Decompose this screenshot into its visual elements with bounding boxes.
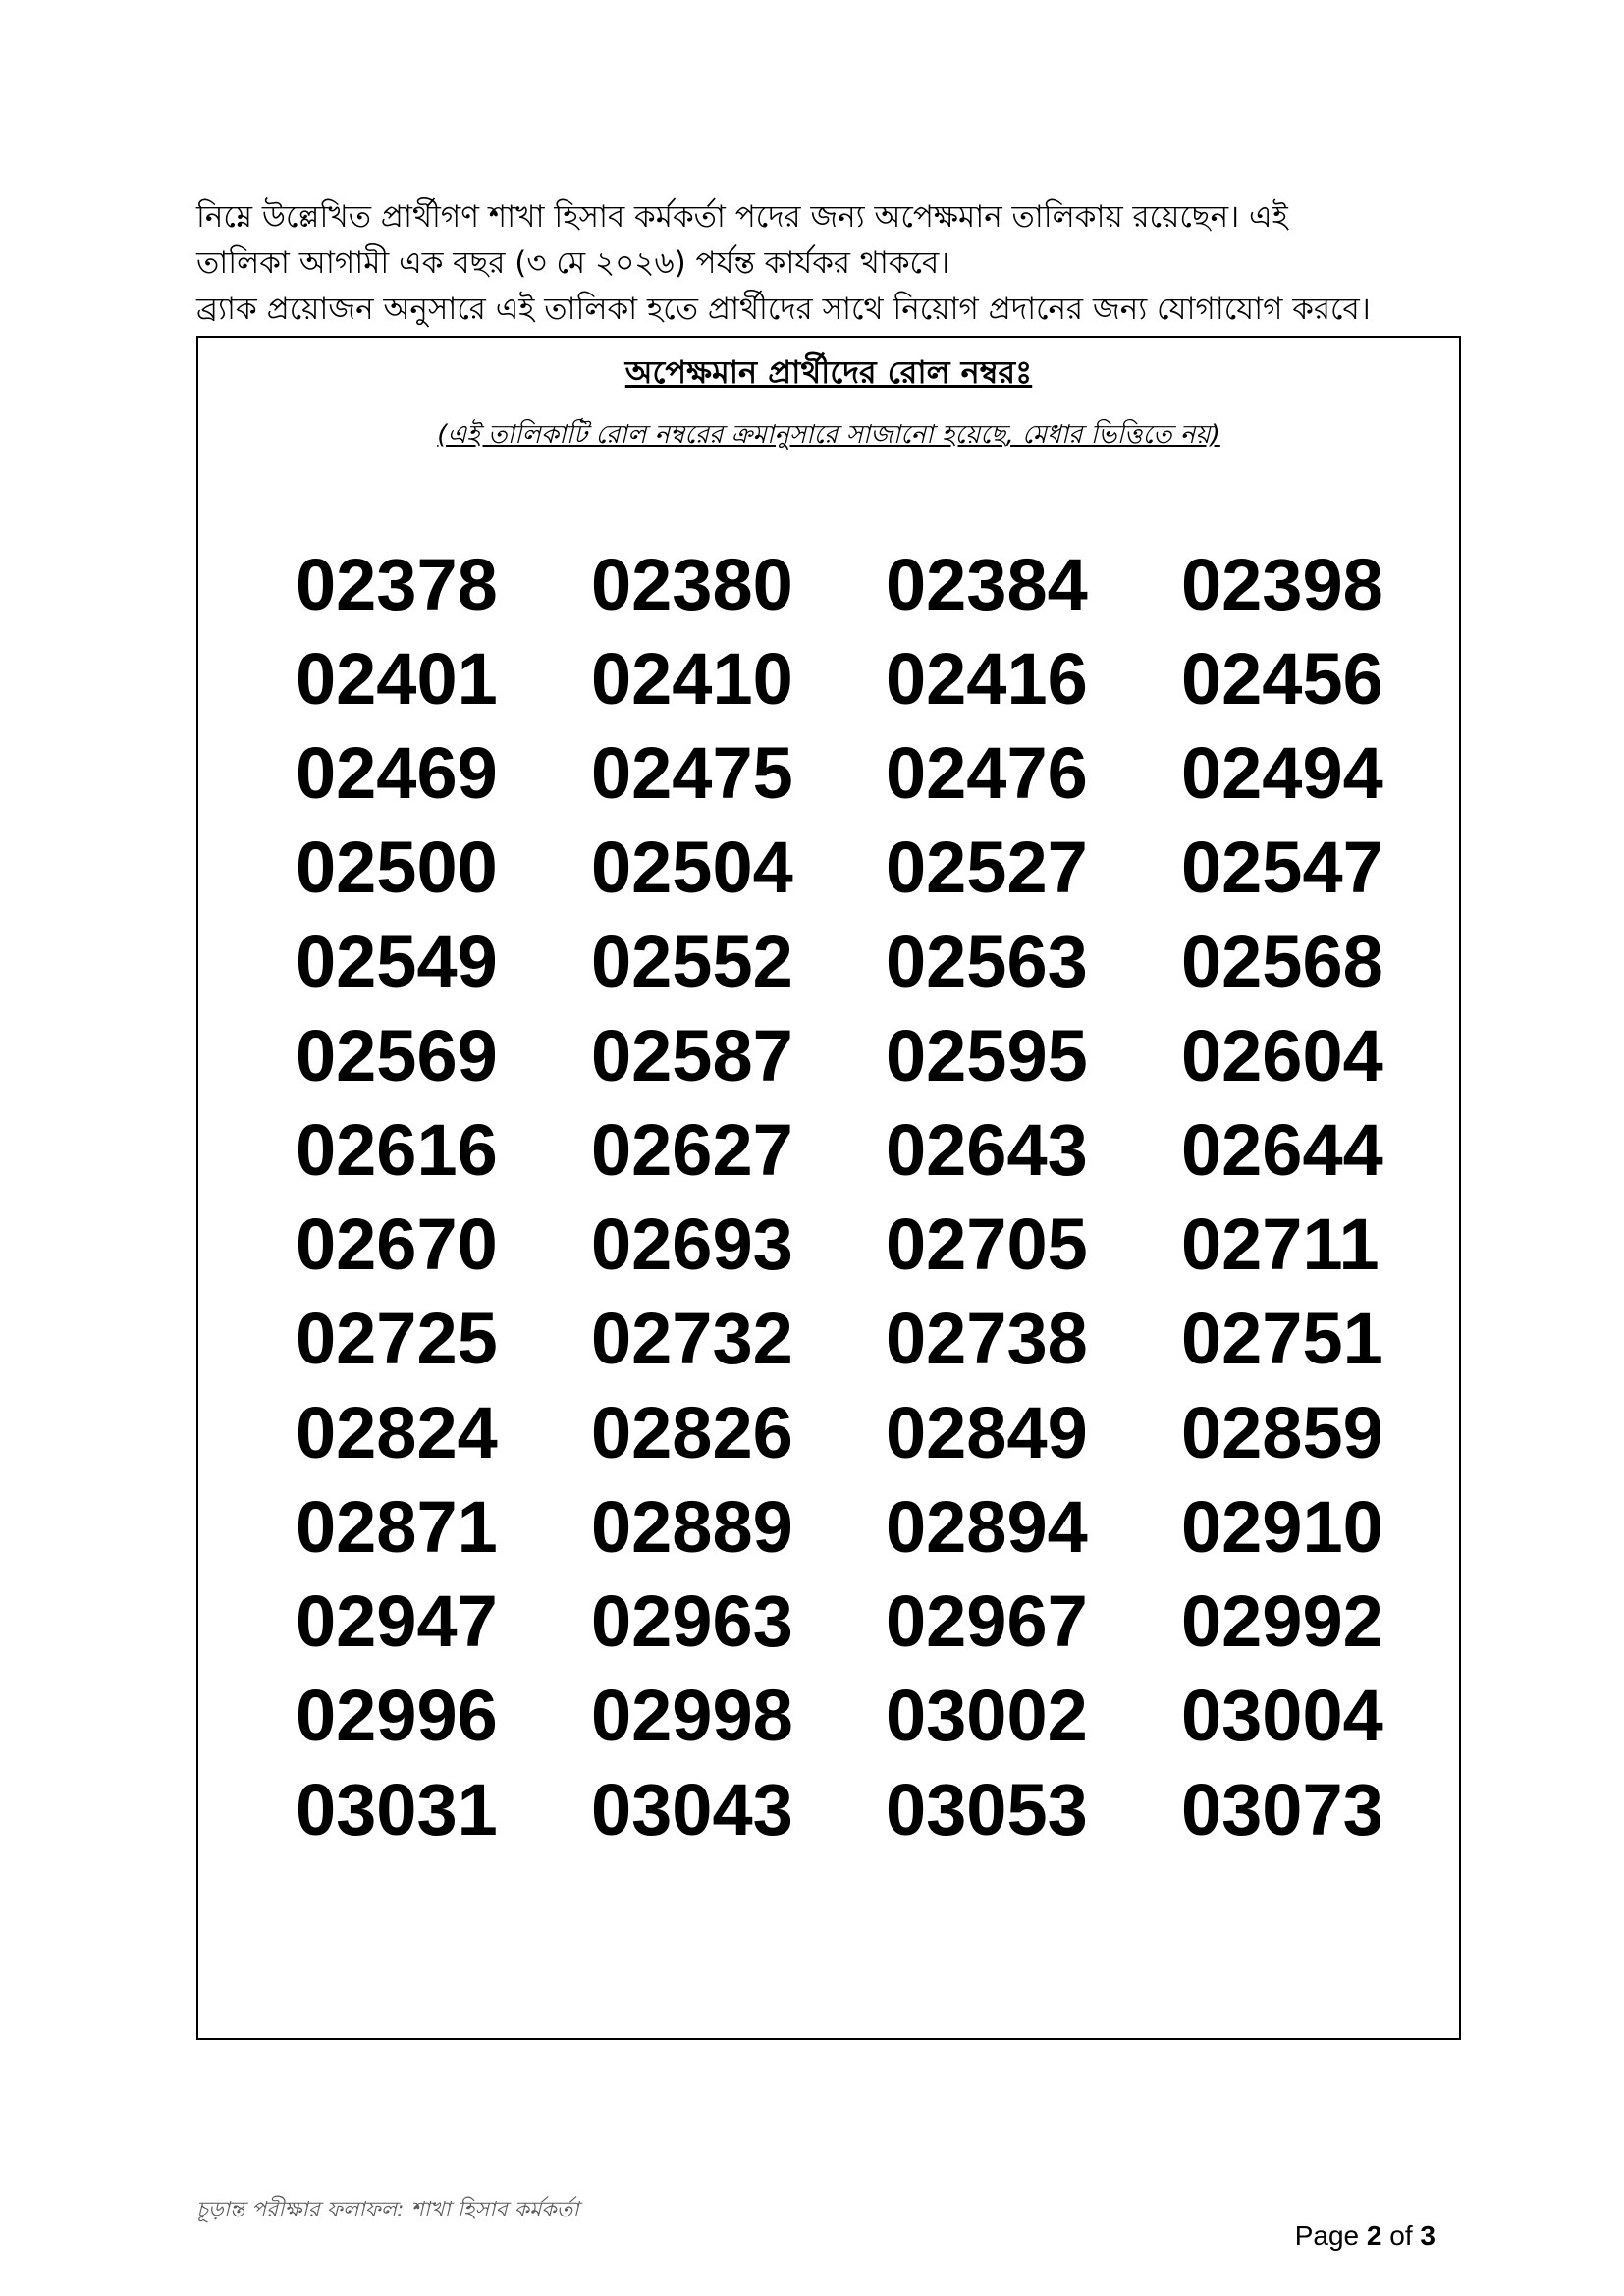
roll-row [198,1386,1459,1480]
roll-number: 02998 [591,1675,793,1756]
roll-number: 02826 [591,1392,793,1473]
roll-number: 02824 [296,1392,498,1473]
roll-row [198,726,1459,821]
roll-number: 02992 [1181,1580,1383,1662]
roll-number: 02711 [1181,1203,1380,1285]
roll-number: 02500 [296,827,498,908]
roll-number: 02549 [296,921,498,1002]
roll-number: 02751 [1181,1298,1383,1379]
roll-number: 02552 [591,921,793,1002]
intro-paragraph [196,194,1437,333]
roll-number: 02627 [591,1109,793,1191]
roll-number: 02456 [1181,638,1383,720]
page-of: of [1389,2220,1413,2251]
roll-number: 02693 [591,1203,793,1285]
roll-number: 02378 [296,544,498,625]
roll-number: 03031 [296,1769,498,1850]
page-total: 3 [1420,2220,1435,2251]
roll-number: 02504 [591,827,793,908]
page-current: 2 [1366,2220,1382,2251]
roll-number: 03002 [886,1675,1088,1756]
roll-number: 02416 [886,638,1088,720]
roll-number: 03043 [591,1769,793,1850]
roll-row [198,1480,1459,1575]
roll-number: 02494 [1181,732,1383,814]
roll-number: 02859 [1181,1392,1383,1473]
roll-number: 03073 [1181,1769,1383,1850]
roll-number: 02469 [296,732,498,814]
roll-row [198,821,1459,915]
waiting-list-box [196,336,1461,2040]
roll-number: 02410 [591,638,793,720]
roll-number: 02569 [296,1015,498,1096]
intro-line-1: নিম্নে উল্লেখিত প্রার্থীগণ শাখা হিসাব কর্মকর্তা পদের জন্য অপেক্ষমান তালিকায় রয়েছেন। এই [196,199,1288,235]
roll-number: 02595 [886,1015,1088,1096]
roll-row [198,538,1459,632]
roll-number: 02849 [886,1392,1088,1473]
roll-number: 02670 [296,1203,498,1285]
roll-number: 02587 [591,1015,793,1096]
roll-number: 02732 [591,1298,793,1379]
roll-row [198,1292,1459,1386]
roll-number: 02616 [296,1109,498,1191]
roll-number: 02568 [1181,921,1383,1002]
roll-number: 02910 [1181,1486,1383,1568]
roll-row [198,915,1459,1009]
roll-number: 02475 [591,732,793,814]
roll-row [198,1103,1459,1198]
roll-number: 02963 [591,1580,793,1662]
roll-number-grid [198,538,1459,1857]
roll-number: 02705 [886,1203,1088,1285]
page-label: Page [1294,2220,1360,2251]
roll-number: 02725 [296,1298,498,1379]
roll-number: 02644 [1181,1109,1383,1191]
roll-row [198,632,1459,726]
roll-row [198,1669,1459,1763]
roll-row [198,1009,1459,1103]
roll-number: 02563 [886,921,1088,1002]
roll-number: 02384 [886,544,1088,625]
roll-number: 02889 [591,1486,793,1568]
roll-row [198,1198,1459,1292]
intro-line-3: ব্র্যাক প্রয়োজন অনুসারে এই তালিকা হতে প্রার্থীদের সাথে নিয়োগ প্রদানের জন্য যোগাযোগ করবে। [196,292,1371,327]
roll-number: 02738 [886,1298,1088,1379]
roll-number: 02401 [296,638,498,720]
roll-number: 02871 [296,1486,498,1568]
roll-number: 02996 [296,1675,498,1756]
waiting-list-heading: অপেক্ষমান প্রার্থীদের রোল নম্বরঃ [624,353,1033,391]
roll-number: 02398 [1181,544,1383,625]
roll-number: 02380 [591,544,793,625]
roll-row [198,1763,1459,1857]
roll-row [198,1575,1459,1669]
roll-number: 02547 [1181,827,1383,908]
footer-document-title: চূড়ান্ত পরীক্ষার ফলাফল: শাখা হিসাব কর্মকর্তা [196,2198,579,2222]
roll-number: 02967 [886,1580,1088,1662]
waiting-list-note: (এই তালিকাটি রোল নম্বরের ক্রমানুসারে সাজানো হয়েছে, মেধার ভিত্তিতে নয়) [437,420,1220,450]
roll-number: 02604 [1181,1015,1383,1096]
roll-number: 02476 [886,732,1088,814]
roll-number: 02527 [886,827,1088,908]
page-number [1295,2220,1435,2252]
roll-number: 03053 [886,1769,1088,1850]
roll-number: 03004 [1181,1675,1383,1756]
intro-line-2: তালিকা আগামী এক বছর (৩ মে ২০২৬) পর্যন্ত কার্যকর থাকবে। [196,245,950,281]
roll-number: 02894 [886,1486,1088,1568]
roll-number: 02643 [886,1109,1088,1191]
roll-number: 02947 [296,1580,498,1662]
